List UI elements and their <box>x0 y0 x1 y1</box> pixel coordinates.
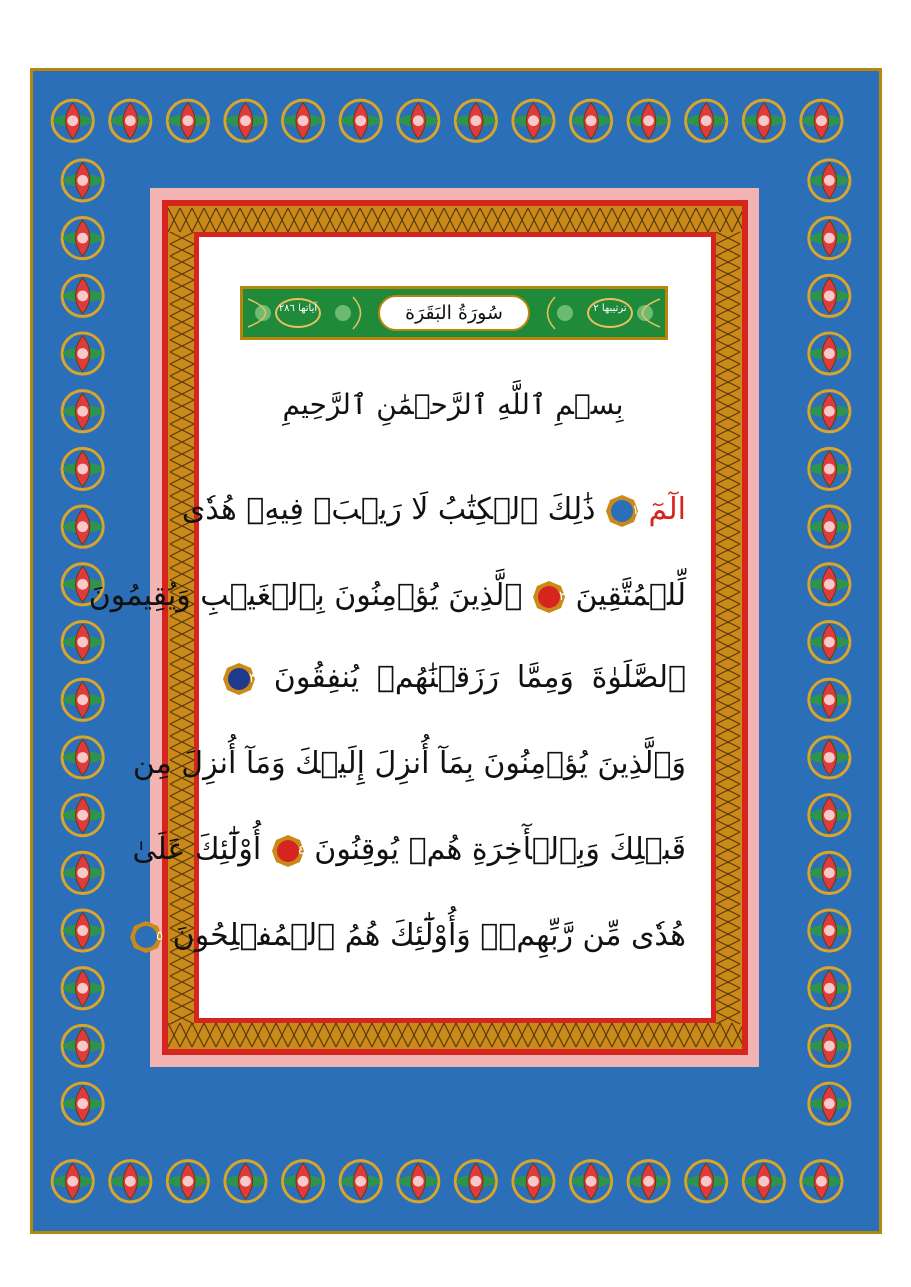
text-area <box>207 246 703 1010</box>
ayah-marker-icon: ٤ <box>271 834 305 868</box>
surah-order-info: ترتيبها ٢ <box>587 298 633 328</box>
verse-text: ٱلصَّلَوٰةَ وَمِمَّا رَزَقۡنَٰهُمۡ يُنفِقُونَ <box>273 660 686 695</box>
verse-line-2 <box>88 578 686 614</box>
verse-text: قَبۡلِكَ وَبِٱلۡأٓخِرَةِ هُمۡ يُوقِنُونَ <box>314 832 686 867</box>
verse-text: أُوْلَٰٓئِكَ عَلَىٰ <box>132 832 262 867</box>
verse-line-5 <box>132 832 686 868</box>
verse-text: ذَٰلِكَ ٱلۡكِتَٰبُ لَا رَيۡبَۛ فِيهِۛ هُدٗى <box>181 492 596 527</box>
surah-title: سُورَةُ البَقَرَة <box>378 295 530 331</box>
verse-line-4 <box>132 746 686 781</box>
surah-header <box>240 286 668 340</box>
verse-line-6 <box>156 918 686 954</box>
ayah-marker-icon: ٥ <box>129 920 163 954</box>
verse-line-1 <box>181 492 686 528</box>
ayah-marker-icon: ٢ <box>532 580 566 614</box>
ayah-marker-icon: ١ <box>605 494 639 528</box>
surah-verses-info: آياتها ٢٨٦ <box>275 298 321 328</box>
verse-line-3 <box>222 660 686 696</box>
ayah-marker-icon: ٣ <box>222 662 256 696</box>
verse-text: الٓمٓ <box>648 492 686 527</box>
verse-text: وَٱلَّذِينَ يُؤۡمِنُونَ بِمَآ أُنزِلَ إِلَيۡكَ وَمَآ أُنزِلَ مِن <box>132 746 686 781</box>
verse-text: هُدٗى مِّن رَّبِّهِمۡۖ وَأُوْلَٰٓئِكَ هُمُ ٱلۡمُفۡلِحُونَ <box>172 918 686 953</box>
verse-text: ٱلَّذِينَ يُؤۡمِنُونَ بِٱلۡغَيۡبِ وَيُقِيمُونَ <box>88 578 523 613</box>
basmala: بِسۡمِ ٱللَّهِ ٱلرَّحۡمَٰنِ ٱلرَّحِيمِ <box>282 388 624 421</box>
verse-text: لِّلۡمُتَّقِينَ <box>575 578 686 613</box>
